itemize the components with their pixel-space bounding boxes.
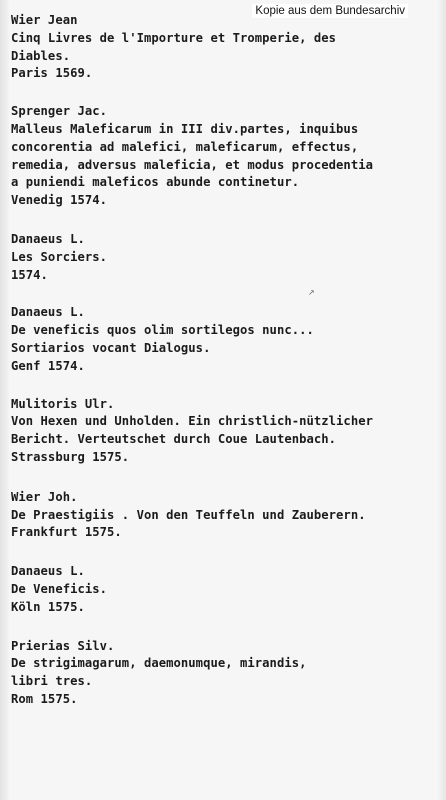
bibliography-entry [11,103,440,210]
entry-author: Prierias Silv. [11,638,115,653]
bibliography-entry [11,12,440,83]
entry-title-line: concorentia ad malefici, maleficarum, effectus, [11,139,359,154]
entry-author: Wier Joh. [11,489,78,504]
entry-place-year: Köln 1575. [11,599,85,614]
entry-title-line: De strigimagarum, daemonumque, mirandis, [11,656,307,671]
dust-mark: ↗ [308,288,315,297]
bibliography-entry [11,396,440,467]
entry-title-line: Cinq Livres de l'Importure et Tromperie, des [11,30,337,45]
entry-place-year: Genf 1574. [11,358,85,373]
entry-author: Danaeus L. [11,305,85,320]
scan-shadow-left [0,0,9,800]
entry-author: Danaeus L. [11,564,85,579]
entry-title-line: libri tres. [11,674,93,689]
entry-title-line: remedia, adversus maleficia, et modus procedentia [11,157,373,172]
entry-author: Mulitoris Ulr. [11,396,115,411]
entry-title-line: a puniendi maleficos abunde continetur. [11,175,300,190]
entry-place-year: Venedig 1574. [11,193,108,208]
entry-title-line: De Veneficis. [11,581,108,596]
archive-stamp: Kopie aus dem Bundesarchiv [252,4,408,18]
entry-title-line: De Praestigiis . Von den Teuffeln und Zauberern. [11,507,366,522]
entry-place-year: 1574. [11,267,48,282]
entry-place-year: Rom 1575. [11,691,78,706]
entry-author: Sprenger Jac. [11,104,108,119]
entry-title-line: Von Hexen und Unholden. Ein christlich-nützlicher [11,414,373,429]
entry-title-line: Bericht. Verteutschet durch Coue Lautenbach. [11,432,337,447]
entry-title-line: Diables. [11,48,71,63]
entry-place-year: Strassburg 1575. [11,449,130,464]
entry-title-line: Sortiarios vocant Dialogus. [11,340,211,355]
bibliography-list [11,12,440,709]
entry-title-line: Les Sorciers. [11,249,108,264]
entry-author: Wier Jean [11,13,78,27]
bibliography-entry [11,563,440,616]
bibliography-entry [11,231,440,284]
entry-title-line: Malleus Maleficarum in III div.partes, inquibus [11,121,359,136]
entry-title-line: De veneficis quos olim sortilegos nunc... [11,323,314,338]
entry-author: Danaeus L. [11,231,85,246]
entry-place-year: Frankfurt 1575. [11,525,122,540]
bibliography-entry [11,304,440,375]
bibliography-entry [11,638,440,709]
bibliography-entry [11,489,440,542]
entry-place-year: Paris 1569. [11,66,93,81]
